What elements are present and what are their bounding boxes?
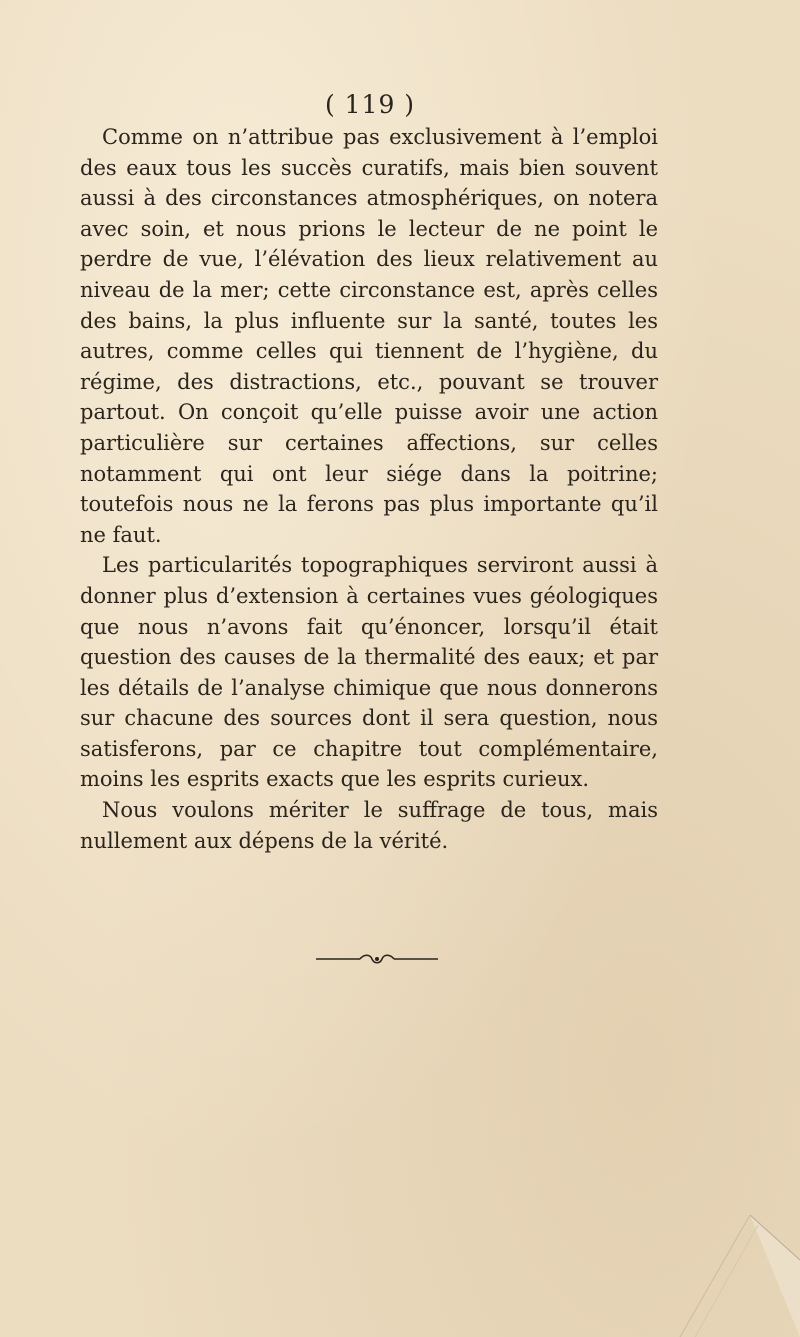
page-corner-fold-icon [640, 1200, 800, 1337]
paragraph-1: Comme on n’attribue pas exclusivement à l’emploi des eaux tous les succès curatifs, mais bien souvent aussi à des circonstances atmosphériques, on notera avec soin, et nous prions le lecteur de ne point le perdre de vue, l’élévation des lieux relativement au niveau de la mer; cette circonstance est, après celles des bains, la plus influente sur la santé, toutes les autres, comme celles qui tiennent de l’hygiène, du régime, des distractions, etc., pouvant se trouver partout. On conçoit qu’elle puisse avoir une action particulière sur certaines affections, sur celles notamment qui ont leur siége dans la poitrine; toutefois nous ne la ferons pas plus importante qu’il ne faut. [80, 125, 658, 547]
page-number: ( 119 ) [324, 90, 416, 119]
paragraph-3: Nous voulons mériter le suffrage de tous, mais nullement aux dépens de la vérité. [80, 798, 658, 853]
paragraph-2: Les particularités topographiques serviront aussi à donner plus d’extension à certaines vues géologiques que nous n’avons fait qu’énoncer, lorsqu’il était question des causes de la thermalité des eaux; et par les détails de l’analyse chimique que nous donnerons sur chacune des sources dont il sera question, nous satisferons, par ce chapitre tout complémentaire, moins les esprits exacts que les esprits curieux. [80, 553, 658, 792]
fleuron-divider-icon [316, 952, 438, 966]
body-text [80, 122, 658, 856]
